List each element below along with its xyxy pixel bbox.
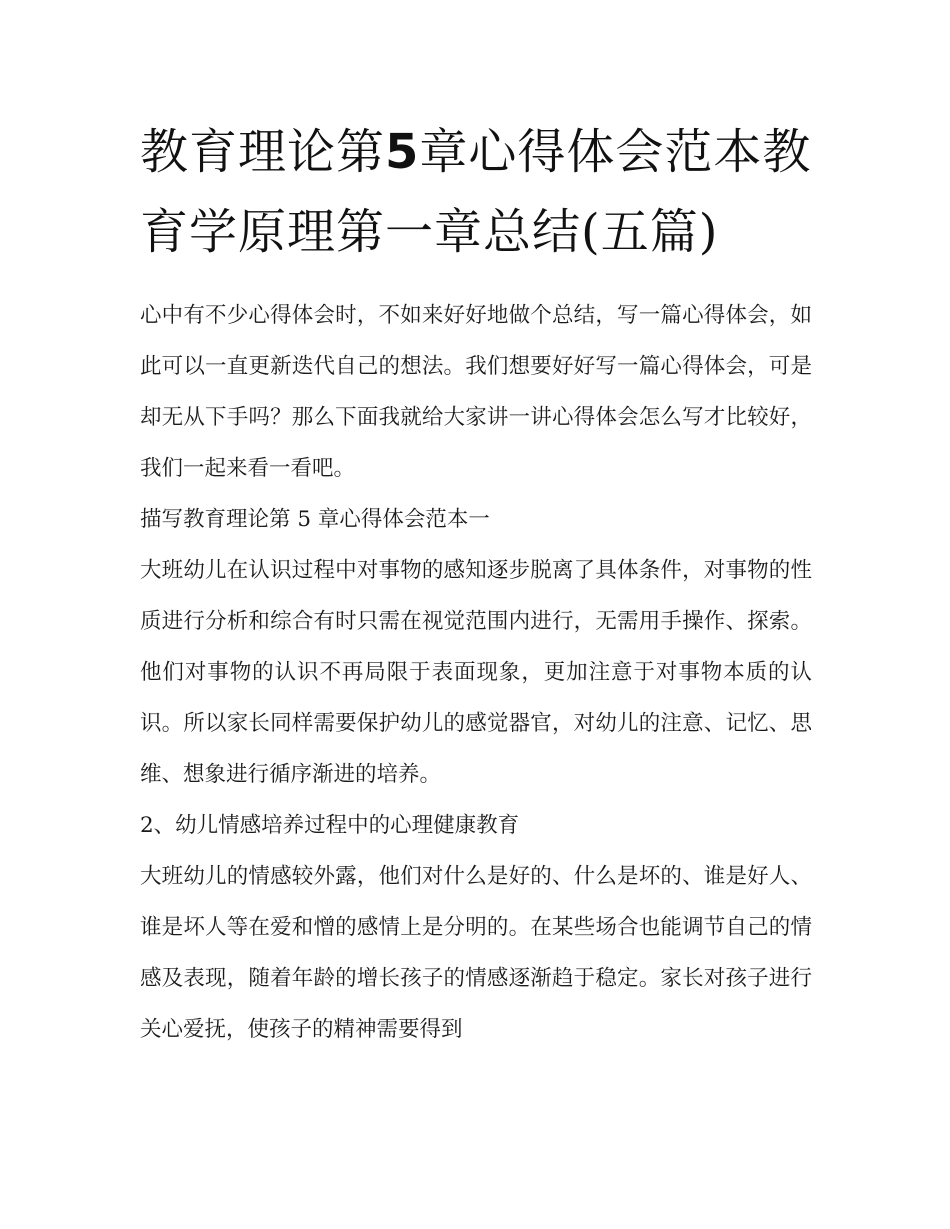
section-heading-2: 2、幼儿情感培养过程中的心理健康教育 (140, 813, 520, 838)
title-text-part2: 章心得体会范本教育学原理第一章总结(五篇) (140, 124, 812, 260)
section-heading-1: 描写教育理论第 5 章心得体会范本一 (140, 507, 490, 532)
intro-paragraph: 心中有不少心得体会时，不如来好好地做个总结，写一篇心得体会，如此可以一直更新迭代自己的想法。我们想要好好写一篇心得体会，可是却无从下手吗？那么下面我就给大家讲一讲心得体会怎么写才比较好，我们一起来看一看吧。 (140, 303, 812, 481)
title-chapter-number: 5 (385, 124, 420, 180)
document-title (140, 112, 812, 272)
section-paragraph-2: 大班幼儿的情感较外露，他们对什么是好的、什么是坏的、谁是好人、谁是坏人等在爱和憎的感情上是分明的。在某些场合也能调节自己的情感及表现，随着年龄的增长孩子的情感逐渐趋于稳定。家长对孩子进行关心爱抚，使孩子的精神需要得到 (140, 864, 812, 1042)
title-text-part1: 教育理论第 (140, 124, 386, 180)
document-body (140, 290, 812, 1055)
section-paragraph-1: 大班幼儿在认识过程中对事物的感知逐步脱离了具体条件，对事物的性质进行分析和综合有时只需在视觉范围内进行，无需用手操作、探索。他们对事物的认识不再局限于表面现象，更加注意于对事物本质的认识。所以家长同样需要保护幼儿的感觉器官，对幼儿的注意、记忆、思维、想象进行循序渐进的培养。 (140, 558, 812, 787)
document-page (140, 112, 812, 1055)
